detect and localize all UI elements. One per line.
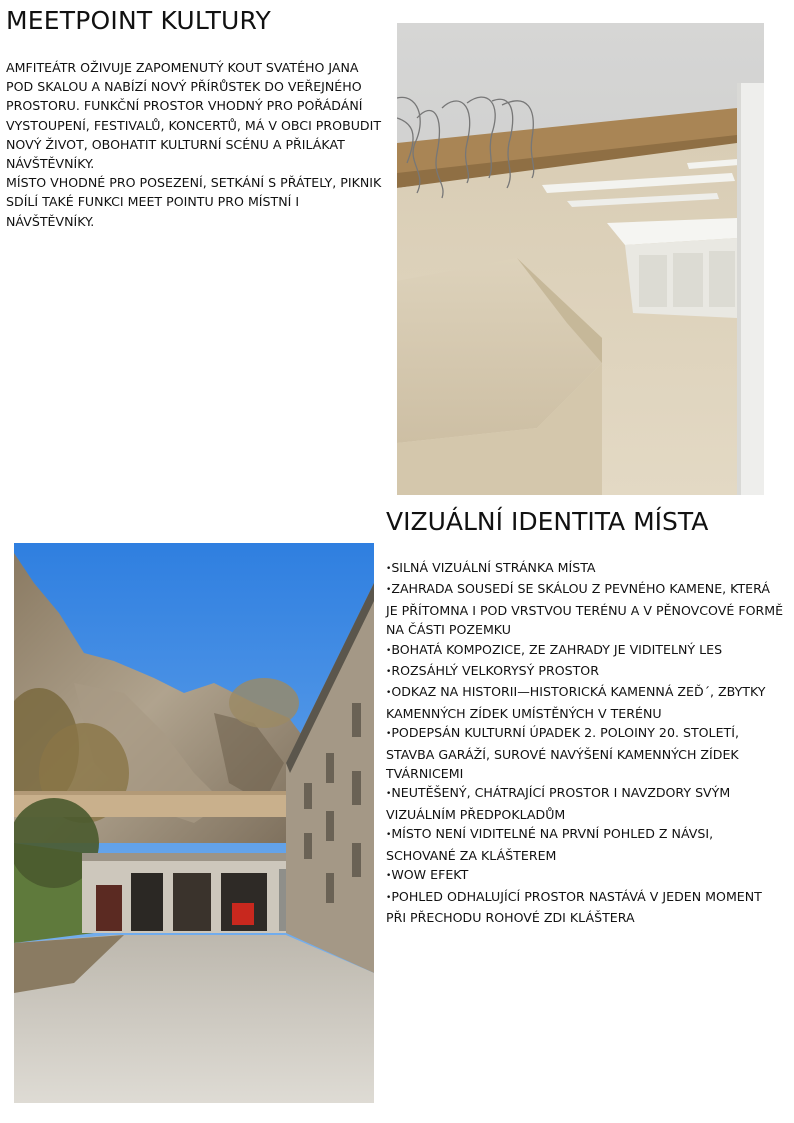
bullet-icon: • [386, 729, 392, 740]
bullet-icon: • [386, 564, 392, 574]
list-item: •ZAHRADA SOUSEDÍ SE SKÁLOU Z PEVNÉHO KAMENE, KTERÁ JE PŘÍTOMNA I POD VRSTVOU TERÉNU A V PĚNOVCOVÉ FORMĚ NA ČÁSTI POZEMKU [386, 581, 784, 638]
architectural-model-photo [397, 23, 764, 495]
list-item: •ODKAZ NA HISTORII—HISTORICKÁ KAMENNÁ ZEĎ´, ZBYTKY KAMENNÝCH ZÍDEK UMÍSTĚNÝCH V TERÉNU [386, 684, 766, 721]
bullet-icon: • [386, 789, 392, 800]
list-item: •ROZSÁHLÝ VELKORYSÝ PROSTOR [386, 663, 599, 679]
bullet-icon: • [386, 892, 392, 903]
bullet-icon: • [386, 688, 392, 699]
section-title: VIZUÁLNÍ IDENTITA MÍSTA [386, 507, 709, 536]
identity-bullet-list [386, 558, 784, 927]
list-item: •PODEPSÁN KULTURNÍ ÚPADEK 2. POLOINY 20. STOLETÍ, STAVBA GARÁŽÍ, SUROVÉ NAVÝŠENÍ KAMENNÝCH ZÍDEK TVÁRNICEMI [386, 725, 739, 782]
list-item: •WOW EFEKT [386, 867, 469, 883]
page-title: MEETPOINT KULTURY [6, 6, 271, 35]
courtyard-photo [14, 543, 374, 1103]
list-item: •BOHATÁ KOMPOZICE, ZE ZAHRADY JE VIDITELNÝ LES [386, 641, 723, 657]
bullet-icon: • [386, 830, 392, 841]
bullet-icon: • [386, 871, 392, 882]
list-item: •MÍSTO NENÍ VIDITELNÉ NA PRVNÍ POHLED Z NÁVSI, SCHOVANÉ ZA KLÁŠTEREM [386, 826, 714, 863]
intro-paragraph: AMFITEÁTR OŽIVUJE ZAPOMENUTÝ KOUT SVATÉHO JANA POD SKALOU A NABÍZÍ NOVÝ PŘÍRŮSTEK DO VEŘEJNÉHO PROSTORU. FUNKČNÍ PROSTOR VHODNÝ PRO POŘÁDÁNÍ VYSTOUPENÍ, FESTIVALŮ, KONCERTŮ, MÁ V OBCI PROBUDIT NOVÝ ŽIVOT, OBOHATIT KULTURNÍ SCÉNU A PŘILÁKAT NÁVŠTĚVNÍKY. [6, 60, 382, 172]
intro-paragraph: MÍSTO VHODNÉ PRO POSEZENÍ, SETKÁNÍ S PŘÁTELY, PIKNIK SDÍLÍ TAKÉ FUNKCI MEET POINTU PRO MÍSTNÍ I NÁVŠTĚVNÍKY. [6, 175, 382, 229]
list-item: •SILNÁ VIZUÁLNÍ STRÁNKA MÍSTA [386, 560, 596, 575]
bullet-icon: • [386, 585, 392, 596]
intro-text [6, 58, 386, 231]
bullet-icon: • [386, 645, 392, 656]
bullet-icon: • [386, 667, 392, 678]
list-item: •POHLED ODHALUJÍCÍ PROSTOR NASTÁVÁ V JEDEN MOMENT PŘI PŘECHODU ROHOVÉ ZDI KLÁŠTERA [386, 888, 762, 925]
list-item: •NEUTĚŠENÝ, CHÁTRAJÍCÍ PROSTOR I NAVZDORY SVÝM VIZUÁLNÍM PŘEDPOKLADŮM [386, 785, 731, 822]
